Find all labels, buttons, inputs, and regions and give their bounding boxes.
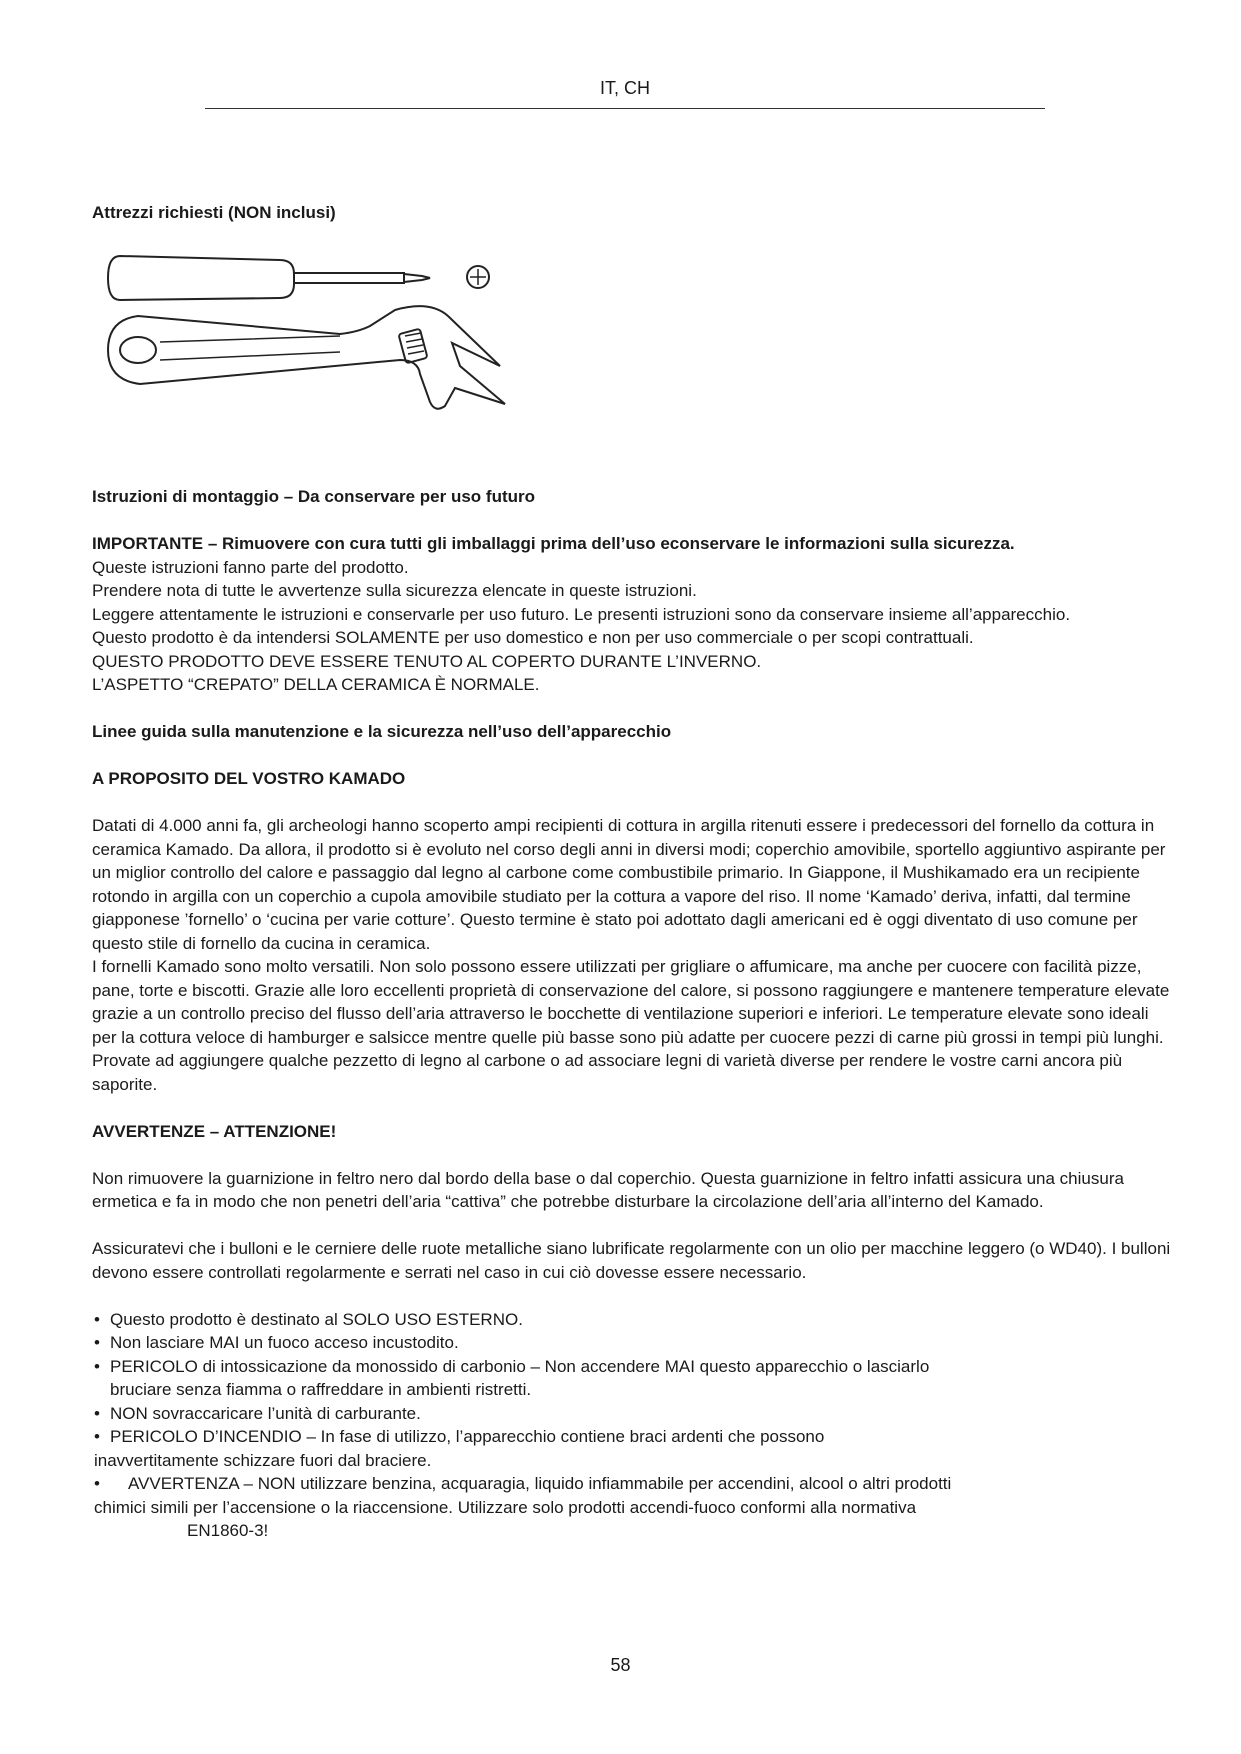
list-item: • Non lasciare MAI un fuoco acceso incustodito. <box>92 1331 1172 1355</box>
warnings-paragraph: Non rimuovere la guarnizione in feltro nero dal bordo della base o dal coperchio. Questa guarnizione in feltro infatti assicura una chiusura ermetica e fa in modo che non penetri dell’aria “cattiva” che potrebbe disturbare la circolazione dell’aria all’interno del Kamado. <box>92 1168 1124 1211</box>
list-item: • Questo prodotto è destinato al SOLO USO ESTERNO. <box>92 1308 1172 1332</box>
list-item-continuation: inavvertitamente schizzare fuori dal braciere. <box>94 1450 432 1470</box>
assembly-line: Queste istruzioni fanno parte del prodotto. <box>92 557 409 577</box>
list-item: • PERICOLO di intossicazione da monossido di carbonio – Non accendere MAI questo apparecchio o lasciarlo <box>92 1355 1172 1379</box>
assembly-line: Questo prodotto è da intendersi SOLAMENTE per uso domestico e non per uso commerciale o per scopi contrattuali. <box>92 628 974 647</box>
guidelines-title: Linee guida sulla manutenzione e la sicurezza nell’uso dell’apparecchio <box>92 722 672 741</box>
assembly-line: Prendere nota di tutte le avvertenze sulla sicurezza elencate in queste istruzioni. <box>92 581 697 600</box>
warnings-paragraph: Assicuratevi che i bulloni e le cerniere delle ruote metalliche siano lubrificate regolarmente con un olio per macchine leggero (o WD40). I bulloni devono essere controllati regolarmente e serrati nel caso in cui ciò dovesse essere necessario. <box>92 1239 1171 1282</box>
about-title: A PROPOSITO DEL VOSTRO KAMADO <box>92 769 406 788</box>
main-content <box>92 485 1172 1543</box>
assembly-line: QUESTO PRODOTTO DEVE ESSERE TENUTO AL COPERTO DURANTE L’INVERNO. <box>92 651 762 671</box>
important-notice: IMPORTANTE – Rimuovere con cura tutti gli imballaggi prima dell’uso econservare le informazioni sulla sicurezza. <box>92 534 1015 553</box>
tools-svg <box>100 238 560 443</box>
assembly-line: L’ASPETTO “CREPATO” DELLA CERAMICA È NORMALE. <box>92 675 540 694</box>
assembly-line: Leggere attentamente le istruzioni e conservarle per uso futuro. Le presenti istruzioni sono da conservare insieme all’apparecchio. <box>92 604 1071 624</box>
list-item: • PERICOLO D’INCENDIO – In fase di utilizzo, l’apparecchio contiene braci ardenti che possono <box>92 1425 1172 1449</box>
tools-title: Attrezzi richiesti (NON inclusi) <box>92 203 336 222</box>
list-item: • AVVERTENZA – NON utilizzare benzina, acquaragia, liquido infiammabile per accendini, alcool o altri prodotti <box>92 1472 1172 1496</box>
about-paragraph: I fornelli Kamado sono molto versatili. Non solo possono essere utilizzati per grigliare o affumicare, ma anche per cuocere con facilità pizze, pane, torte e biscotti. Grazie alle loro eccellenti proprietà di conservazione del calore, si possono raggiungere e mantenere temperature elevate grazie a un controllo preciso del flusso dell’aria attraverso le bocchette di ventilazione superiori e inferiori. Le temperature elevate sono ideali per la cottura veloce di hamburger e salsicce mentre quelle più basse sono più adatte per cuocere pezzi di carne più grossi in tempi più lunghi. Provate ad aggiungere qualche pezzetto di legno al carbone o ad associare legni di varietà diverse per rendere le vostre carni ancora più saporite. <box>92 957 1170 1094</box>
adjustable-wrench-icon <box>108 306 505 409</box>
header-divider <box>205 108 1045 109</box>
list-item-continuation: bruciare senza fiamma o raffreddare in ambienti ristretti. <box>110 1380 532 1399</box>
assembly-title: Istruzioni di montaggio – Da conservare per uso futuro <box>92 487 536 506</box>
language-header: IT, CH <box>599 78 650 98</box>
warnings-title: AVVERTENZE – ATTENZIONE! <box>92 1121 337 1141</box>
list-item-continuation: chimici simili per l’accensione o la riaccensione. Utilizzare solo prodotti accendi-fuoco conformi alla normativa <box>94 1497 917 1517</box>
tools-illustration <box>100 238 560 448</box>
screwdriver-icon <box>108 256 489 300</box>
page-number: 58 <box>610 1655 631 1675</box>
safety-bullet-list <box>92 1308 1172 1543</box>
list-item-continuation: EN1860-3! <box>187 1521 269 1540</box>
list-item: • NON sovraccaricare l’unità di carburante. <box>92 1402 1172 1426</box>
about-paragraph: Datati di 4.000 anni fa, gli archeologi hanno scoperto ampi recipienti di cottura in argilla ritenuti essere i predecessori del fornello da cottura in ceramica Kamado. Da allora, il prodotto si è evoluto nel corso degli anni in diversi modi; coperchio amovibile, sportello aggiuntivo aspirante per un miglior controllo del calore e passaggio dal legno al carbone come combustibile primario. In Giappone, il Mushikamado era un recipiente rotondo in argilla con un coperchio a cupola amovibile studiato per la cottura a vapore del riso. Il nome ‘Kamado’ deriva, infatti, dal termine giapponese ’fornello’ o ‘cucina per varie cotture’. Questo termine è stato poi adottato dagli americani ed è oggi diventato di uso comune per questo stile di fornello da cucina in ceramica. <box>92 816 1166 953</box>
